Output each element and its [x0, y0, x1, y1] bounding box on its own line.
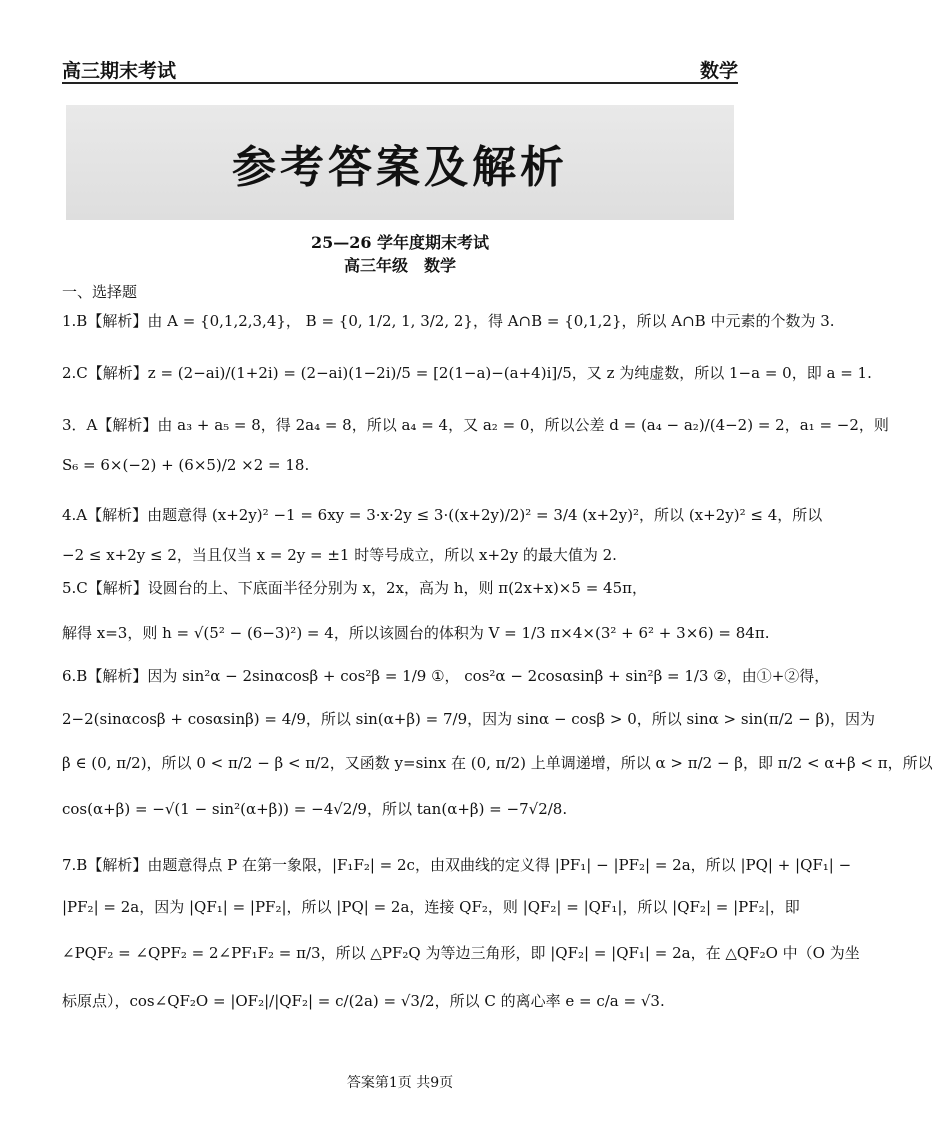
- answer-line: 4.A【解析】由题意得 (x+2y)² −1 = 6xy = 3·x·2y ≤ 3·((x+2y)/2)² = 3/4 (x+2y)²，所以 (x+2y)² ≤ 4，所以: [62, 506, 823, 524]
- answer-line: 解得 x=3，则 h = √(5² − (6−3)²) = 4，所以该圆台的体积为 V = 1/3 π×4×(3² + 6² + 3×6) = 84π.: [62, 624, 770, 642]
- answer-line: 2.C【解析】z = (2−ai)/(1+2i) = (2−ai)(1−2i)/5 = [2(1−a)−(a+4)i]/5，又 z 为纯虚数，所以 1−a = 0，即 a = 1.: [62, 364, 872, 382]
- answer-line: 标原点），cos∠QF₂O = |OF₂|/|QF₂| = c/(2a) = √3/2，所以 C 的离心率 e = c/a = √3.: [62, 992, 665, 1010]
- answer-line: 5.C【解析】设圆台的上、下底面半径分别为 x，2x，高为 h，则 π(2x+x)×5 = 45π，: [62, 579, 647, 597]
- title-banner: [66, 105, 734, 220]
- answer-line: 1.B【解析】由 A = {0,1,2,3,4}， B = {0, 1/2, 1, 3/2, 2}，得 A∩B = {0,1,2}，所以 A∩B 中元素的个数为 3.: [62, 312, 835, 330]
- section-heading: 一、选择题: [62, 283, 138, 301]
- answer-line: 6.B【解析】因为 sin²α − 2sinαcosβ + cos²β = 1/9 ①， cos²α − 2cosαsinβ + sin²β = 1/3 ②，由①+②得，: [62, 667, 830, 685]
- answer-line: −2 ≤ x+2y ≤ 2，当且仅当 x = 2y = ±1 时等号成立，所以 x+2y 的最大值为 2.: [62, 546, 617, 564]
- grade-subject: 高三年级 数学: [343, 256, 456, 275]
- page-footer: 答案第1页 共9页: [346, 1075, 454, 1091]
- answer-line: ∠PQF₂ = ∠QPF₂ = 2∠PF₁F₂ = π/3，所以 △PF₂Q 为等边三角形，即 |QF₂| = |QF₁| = 2a，在 △QF₂O 中（O 为坐: [62, 944, 860, 962]
- answer-line: 7.B【解析】由题意得点 P 在第一象限，|F₁F₂| = 2c，由双曲线的定义得 |PF₁| − |PF₂| = 2a，所以 |PQ| + |QF₁| −: [62, 856, 852, 874]
- exam-year: 25—26 学年度期末考试: [310, 233, 490, 252]
- answer-line: S₆ = 6×(−2) + (6×5)/2 ×2 = 18.: [62, 456, 310, 474]
- subject-name: 数学: [699, 60, 738, 82]
- page-title: 参考答案及解析: [232, 141, 568, 193]
- answer-line: |PF₂| = 2a，因为 |QF₁| = |PF₂|，所以 |PQ| = 2a，连接 QF₂，则 |QF₂| = |QF₁|，所以 |QF₂| = |PF₂|，即: [62, 898, 800, 916]
- exam-name: 高三期末考试: [62, 60, 177, 82]
- answer-line: 3．A【解析】由 a₃ + a₅ = 8，得 2a₄ = 8，所以 a₄ = 4，又 a₂ = 0，所以公差 d = (a₄ − a₂)/(4−2) = 2，a₁ = −2，则: [62, 416, 889, 434]
- answer-line: cos(α+β) = −√(1 − sin²(α+β)) = −4√2/9，所以 tan(α+β) = −7√2/8.: [62, 800, 568, 818]
- page-header: [62, 52, 738, 84]
- answer-line: 2−2(sinαcosβ + cosαsinβ) = 4/9，所以 sin(α+β) = 7/9，因为 sinα − cosβ > 0，所以 sinα > sin(π/2 − β)，因为: [62, 710, 875, 728]
- answer-line: β ∈ (0, π/2)，所以 0 < π/2 − β < π/2，又函数 y=sinx 在 (0, π/2) 上单调递增，所以 α > π/2 − β，即 π/2 < α+β < π，所以: [62, 754, 933, 772]
